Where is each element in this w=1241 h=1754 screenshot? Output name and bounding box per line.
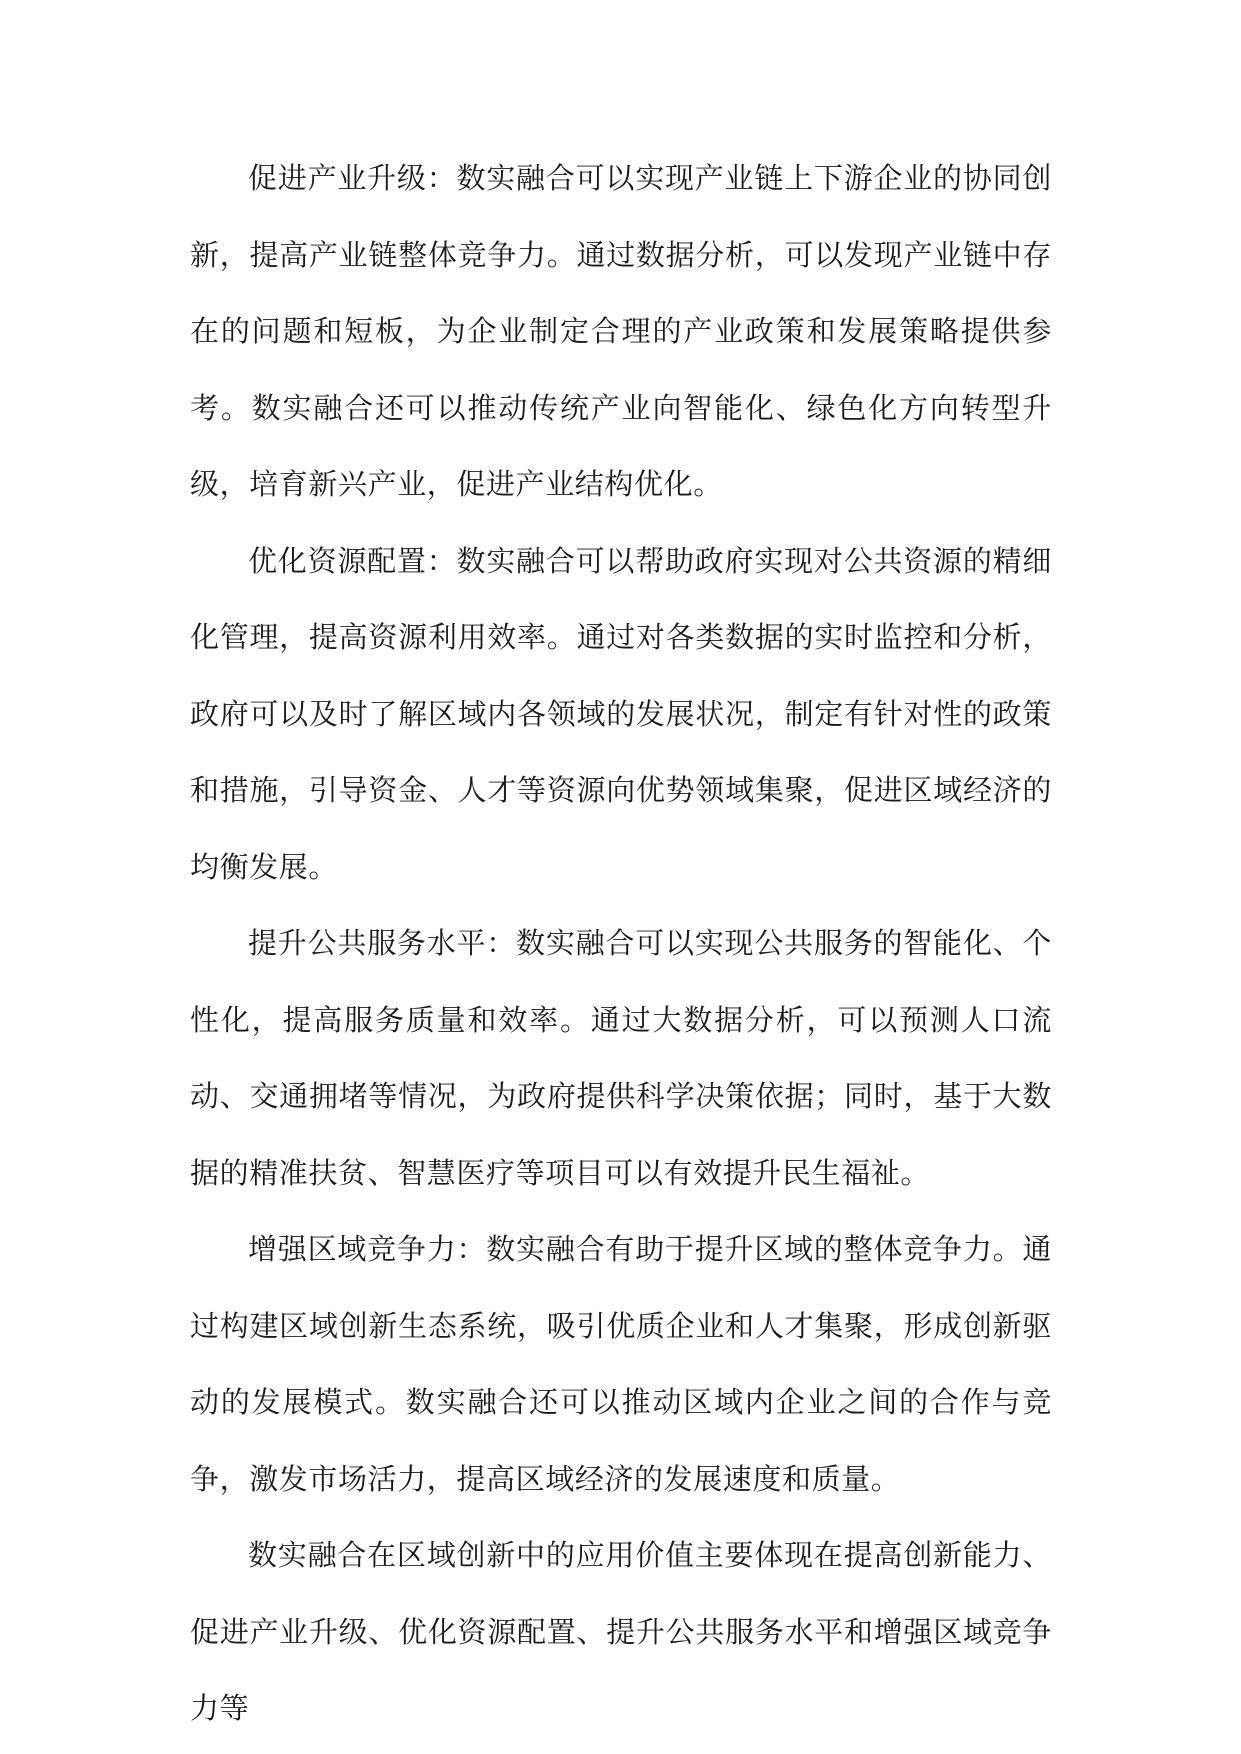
document-body — [190, 140, 1052, 1747]
paragraph-regional-competitiveness: 增强区域竞争力：数实融合有助于提升区域的整体竞争力。通过构建区域创新生态系统，吸引优质企业和人才集聚，形成创新驱动的发展模式。数实融合还可以推动区域内企业之间的合作与竞争，激发市场活力，提高区域经济的发展速度和质量。 — [190, 1232, 1052, 1496]
paragraph-industry-upgrade: 促进产业升级：数实融合可以实现产业链上下游企业的协同创新，提高产业链整体竞争力。通过数据分析，可以发现产业链中存在的问题和短板，为企业制定合理的产业政策和发展策略提供参考。数实融合还可以推动传统产业向智能化、绿色化方向转型升级，培育新兴产业，促进产业结构优化。 — [190, 161, 1052, 501]
paragraph-public-service: 提升公共服务水平：数实融合可以实现公共服务的智能化、个性化，提高服务质量和效率。通过大数据分析，可以预测人口流动、交通拥堵等情况，为政府提供科学决策依据；同时，基于大数据的精准扶贫、智慧医疗等项目可以有效提升民生福祉。 — [190, 926, 1052, 1190]
paragraph-summary: 数实融合在区域创新中的应用价值主要体现在提高创新能力、促进产业升级、优化资源配置、提升公共服务水平和增强区域竞争力等 — [190, 1538, 1052, 1725]
paragraph-resource-allocation: 优化资源配置：数实融合可以帮助政府实现对公共资源的精细化管理，提高资源利用效率。通过对各类数据的实时监控和分析，政府可以及时了解区域内各领域的发展状况，制定有针对性的政策和措施，引导资金、人才等资源向优势领域集聚，促进区域经济的均衡发展。 — [190, 543, 1052, 884]
